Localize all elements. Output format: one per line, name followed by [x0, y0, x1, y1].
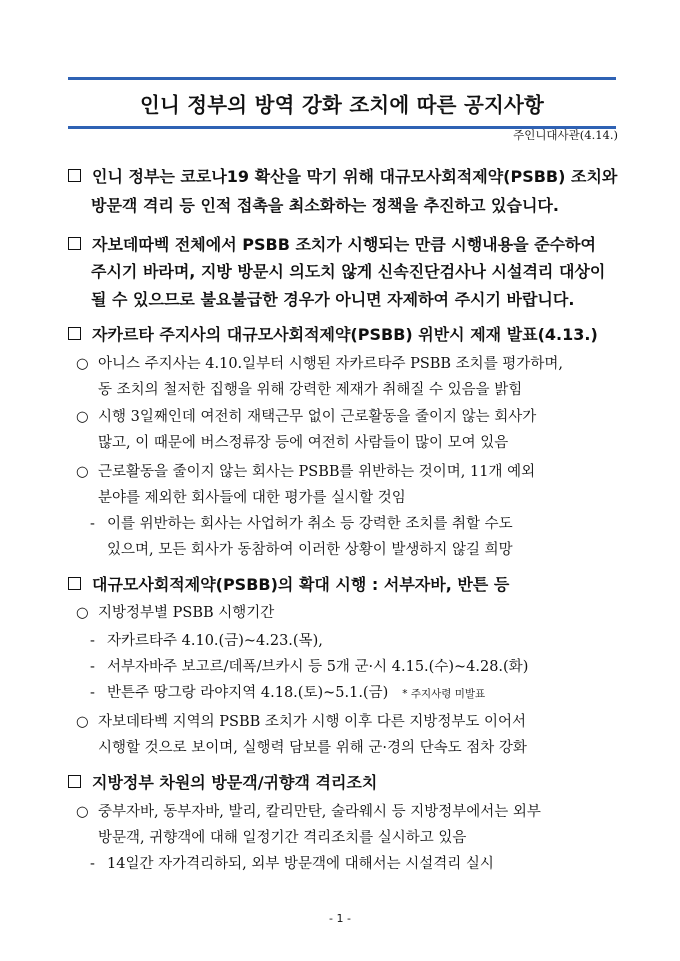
bullet-item-cont: 많고, 이 때문에 버스정류장 등에 여전히 사람들이 많이 모여 있음: [98, 435, 509, 451]
page-title: 인니 정부의 방역 강화 조치에 따른 공지사항: [139, 93, 545, 117]
bullet-item-cont: 동 조치의 철저한 집행을 위해 강력한 제재가 취해질 수 있음을 밝힘: [98, 382, 523, 398]
checkbox-square-icon: [68, 577, 81, 590]
checkbox-square-icon: [68, 169, 81, 182]
bullet-item: ○ 근로활동을 줄이지 않는 회사는 PSBB를 위반하는 것이며, 11개 예외: [76, 464, 536, 480]
dash-bullet-icon: -: [90, 633, 95, 649]
section-2-heading-cont: 될 수 있으므로 불요불급한 경우가 아니면 자제하여 주시기 바랍니다.: [91, 290, 575, 309]
section-4-heading: 대규모사회적제약(PSBB)의 확대 시행 : 서부자바, 반튼 등: [68, 572, 509, 595]
bullet-item: ○ 자보데타벡 지역의 PSBB 조치가 시행 이후 다른 지방정부도 이어서: [76, 714, 527, 730]
dash-item: - 자카르타주 4.10.(금)~4.23.(목),: [90, 633, 323, 649]
section-3-heading: 자카르타 주지사의 대규모사회적제약(PSBB) 위반시 제재 발표(4.13.): [68, 322, 598, 345]
dash-item: - 14일간 자가격리하되, 외부 방문객에 대해서는 시설격리 실시: [90, 856, 494, 872]
bullet-item-cont: 분야를 제외한 회사들에 대한 평가를 실시할 것임: [98, 490, 406, 506]
checkbox-square-icon: [68, 775, 81, 788]
dash-bullet-icon: -: [90, 659, 95, 675]
section-1-heading: 인니 정부는 코로나19 확산을 막기 위해 대규모사회적제약(PSBB) 조치와: [68, 164, 617, 187]
circle-bullet-icon: ○: [76, 356, 89, 372]
dash-bullet-icon: -: [90, 856, 95, 872]
checkbox-square-icon: [68, 237, 81, 250]
section-5-heading: 지방정부 차원의 방문객/귀향객 격리조치: [68, 770, 377, 793]
circle-bullet-icon: ○: [76, 409, 89, 425]
circle-bullet-icon: ○: [76, 804, 89, 820]
dash-item-cont: 있으며, 모든 회사가 동참하여 이러한 상황이 발생하지 않길 희망: [107, 542, 513, 558]
bullet-item-cont: 시행할 것으로 보이며, 실행력 담보를 위해 군·경의 단속도 점차 강화: [98, 740, 527, 756]
title-box: [68, 77, 616, 129]
circle-bullet-icon: ○: [76, 714, 89, 730]
page-number: - 1 -: [329, 912, 351, 925]
dash-item: - 이를 위반하는 회사는 사업허가 취소 등 강력한 조치를 취할 수도: [90, 516, 513, 532]
bullet-item: ○ 아니스 주지사는 4.10.일부터 시행된 자카르타주 PSBB 조치를 평가하며,: [76, 356, 563, 372]
issuer-date: 주인니대사관(4.14.): [513, 128, 618, 142]
bullet-item: ○ 시행 3일째인데 여전히 재택근무 없이 근로활동을 줄이지 않는 회사가: [76, 409, 537, 425]
circle-bullet-icon: ○: [76, 464, 89, 480]
section-1-heading-cont: 방문객 격리 등 인적 접촉을 최소화하는 정책을 추진하고 있습니다.: [91, 196, 559, 215]
bullet-item: ○ 지방정부별 PSBB 시행기간: [76, 605, 275, 621]
section-2-heading-cont: 주시기 바라며, 지방 방문시 의도치 않게 신속진단검사나 시설격리 대상이: [91, 262, 606, 281]
dash-item: - 반튼주 땅그랑 라야지역 4.18.(토)~5.1.(금) * 주지사령 미발표: [90, 685, 486, 701]
dash-bullet-icon: -: [90, 516, 95, 532]
bullet-item: ○ 중부자바, 동부자바, 발리, 칼리만탄, 술라웨시 등 지방정부에서는 외부: [76, 804, 541, 820]
footnote: * 주지사령 미발표: [402, 688, 486, 700]
dash-bullet-icon: -: [90, 685, 95, 701]
circle-bullet-icon: ○: [76, 605, 89, 621]
checkbox-square-icon: [68, 327, 81, 340]
bullet-item-cont: 방문객, 귀향객에 대해 일정기간 격리조치를 실시하고 있음: [98, 830, 467, 846]
section-2-heading: 자보데따벡 전체에서 PSBB 조치가 시행되는 만큼 시행내용을 준수하여: [68, 232, 596, 255]
dash-item: - 서부자바주 보고르/데폭/브카시 등 5개 군·시 4.15.(수)~4.28.(화): [90, 659, 529, 675]
